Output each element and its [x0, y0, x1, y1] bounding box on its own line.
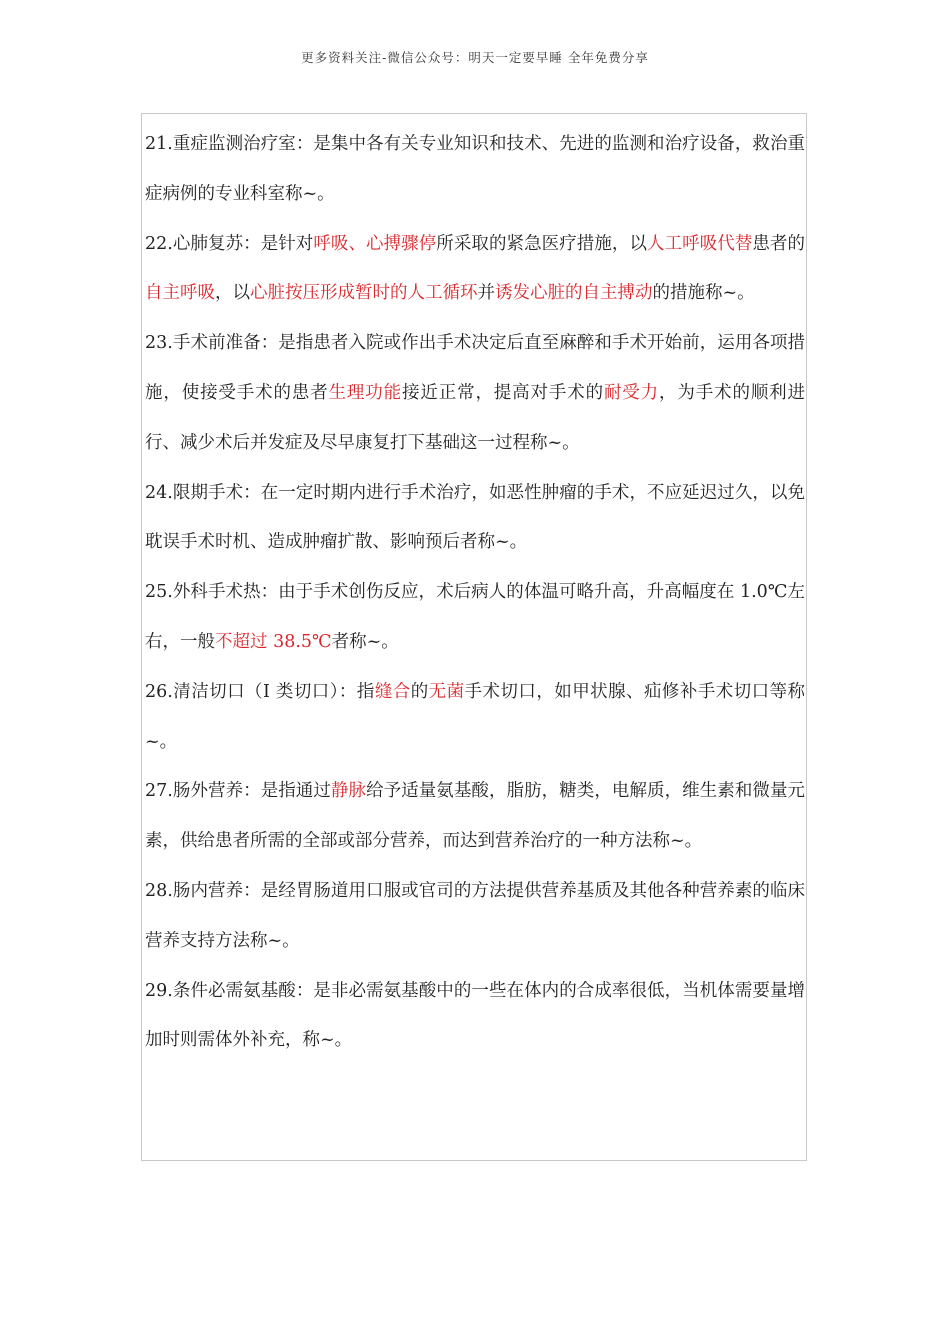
definition-text: 接近正常，提高对手术的: [402, 382, 604, 403]
page-header: 更多资料关注-微信公众号：明天一定要早睡 全年免费分享: [301, 50, 649, 65]
definition-item: [145, 469, 805, 569]
definition-text: 患者的: [752, 233, 805, 254]
highlighted-term: 不超过 38.5℃: [215, 631, 332, 652]
definition-text: 29.条件必需氨基酸：是非必需氨基酸中的一些在体内的合成率很低，当机体需要量增加时则需体外补充，称~。: [145, 980, 805, 1051]
content-box: [141, 113, 807, 1161]
definition-text: ，以: [215, 283, 250, 304]
definition-item: [145, 967, 805, 1067]
highlighted-term: 呼吸、心搏骤停: [313, 233, 437, 254]
definition-text: 21.重症监测治疗室：是集中各有关专业知识和技术、先进的监测和治疗设备，救治重症病例的专业科室称~。: [145, 134, 805, 204]
definition-text: 的措施称~。: [652, 283, 755, 304]
definition-text: 28.肠内营养：是经胃肠道用口服或官司的方法提供营养基质及其他各种营养素的临床营养支持方法称~。: [145, 880, 805, 951]
definition-text: 24.限期手术：在一定时期内进行手术治疗，如恶性肿瘤的手术，不应延迟过久，以免耽误手术时机、造成肿瘤扩散、影响预后者称~。: [145, 482, 805, 553]
definition-text: 22.心肺复苏：是针对: [145, 233, 314, 254]
definition-text: 者称~。: [331, 631, 399, 652]
highlighted-term: 人工呼吸代替: [647, 233, 753, 254]
highlighted-term: 耐受力: [603, 382, 660, 403]
highlighted-term: 自主呼吸: [145, 283, 215, 304]
definition-item: [145, 319, 805, 468]
definition-item: [145, 568, 805, 668]
definition-text: 的: [410, 681, 429, 702]
definition-text: ，为手术的顺利进行、减少术后并发症及尽早康复打下基础这一过程称~。: [145, 382, 806, 453]
definition-list: [145, 120, 805, 1066]
definition-item: [145, 668, 805, 768]
definition-text: 并: [477, 283, 495, 304]
highlighted-term: 缝合: [374, 681, 411, 702]
definition-text: 27.肠外营养：是指通过: [145, 781, 331, 802]
highlighted-term: 静脉: [330, 781, 367, 802]
highlighted-term: 诱发心脏的自主搏动: [495, 283, 653, 304]
definition-text: 23.手术前准备：是指患者入院或作出手术决定后直至麻醉和手术开始前，运用各项措施，使接受手术的患者: [145, 333, 805, 403]
highlighted-term: 无菌: [428, 681, 465, 702]
definition-text: 手术切口，如甲状腺、疝修补手术切口等称~。: [145, 681, 806, 752]
definition-item: [145, 867, 805, 967]
definition-text: 给予适量氨基酸，脂肪，糖类，电解质，维生素和微量元素，供给患者所需的全部或部分营养，而达到营养治疗的一种方法称~。: [145, 781, 805, 852]
definition-text: 25.外科手术热：由于手术创伤反应，术后病人的体温可略升高，升高幅度在 1.0℃左右，一般: [145, 582, 805, 652]
definition-item: [145, 767, 805, 867]
definition-text: 所采取的紧急医疗措施，以: [436, 233, 648, 254]
highlighted-term: 生理功能: [328, 382, 403, 403]
definition-item: [145, 120, 805, 220]
definition-item: [145, 220, 805, 320]
highlighted-term: 心脏按压形成暂时的人工循环: [250, 283, 478, 304]
definition-text: 26.清洁切口（I 类切口）：指: [145, 681, 375, 702]
